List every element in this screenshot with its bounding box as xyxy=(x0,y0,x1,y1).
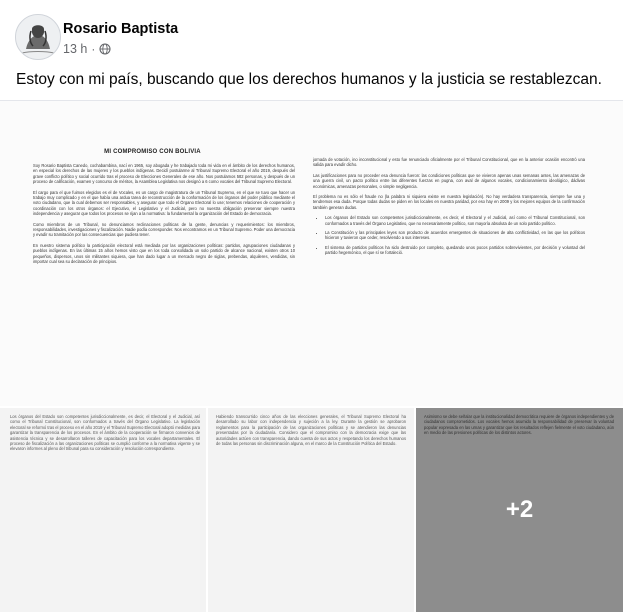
post-timestamp[interactable]: 13 h xyxy=(63,42,88,56)
document-paragraph: jornada de votación, ino inconstitucional y esto fue renunciado oficialmente por el Tribunal Constitucional, que en la anterior ocasión encontró una salida para evadir dicho. xyxy=(313,157,585,168)
post-author[interactable]: Rosario Baptista xyxy=(63,21,179,37)
avatar-illustration-icon xyxy=(16,15,60,59)
list-item: • Los órganos del Estado son competentes jurisdiccionalmente, es decir, el Electoral y el Judicial, así como el Tribunal Constitucional, son conformados a través del Órgano Legislativo, que no necesariamente político, son mayoría absoluta de un solo partido político. xyxy=(325,215,585,226)
post-caption: Estoy con mi país, buscando que los derechos humanos y la justicia se restablezcan. xyxy=(16,71,602,88)
post-meta xyxy=(63,42,111,56)
post-header xyxy=(0,0,623,62)
document-paragraph: El problema no es sólo el fraude no (la palabra ni siquiera existe en nuestra legislación). No hay verdadera transparencia, siempre fue una y tendremos esa duda. Porque todas dudas se piden en los locales en nuestra paridad, por eso hay en 2009 y los mejores equipos de la confirmación también generan dudas. xyxy=(313,194,585,210)
meta-separator: · xyxy=(91,42,96,56)
photo-grid xyxy=(0,100,623,610)
more-photos-count: +2 xyxy=(505,496,534,523)
avatar[interactable] xyxy=(15,14,61,60)
globe-icon[interactable] xyxy=(99,43,111,55)
thumb-text: Asimismo se debe señalar que la institucionalidad democrática requiere de órganos independientes y de ciudadanos comprometidos. Los vocales hemos asumido la responsabilidad de preservar la voluntad popular expresada en las urnas y garantizar que los resultados reflejen fielmente el voto ciudadano, aún en medio de las presiones políticas de los distintos actores. xyxy=(424,414,614,436)
document-paragraph: Las justificaciones para no proceder esa denuncia fueron: las condiciones políticas que se vivieron apenas unas semanas antes, las amenazas de una guerra civil, un pacto político entre las diferentes fuerzas en pugna, con aval de algunos vocales, condicionamiento ideológico, dádivas económicas, amenazas personales, o simple negligencia. xyxy=(313,172,585,189)
document-paragraph: En nuestro sistema político la participación electoral está mediada por las organizaciones políticas: partidos, agrupaciones ciudadanas y pueblos indígenas. En las últimas 15 años hemos visto que en los toda consolidada un solo partido de alcance nacional, existen otros 10 pequeños, dispersos, unos sin militantes siquiera, que han dado lugar a un mercado negro de siglas, prebendas, alquileres, vendidas, sin importar cual sea su declaración de principios. xyxy=(33,242,295,265)
document-paragraph: Soy Rosario Baptista Canedo, cochabambina, nací en 1965, soy abogada y he trabajado toda mi vida en el ámbito de los derechos humanos, en especial los derechos de las mujeres y los pueblos indígenas. Decidí postularme al Tribunal Supremo Electoral el año 2019, después del grave conflicto político y social ocurrido tras el proceso de Elecciones Generales de ese año. Nos postulamos 582 personas, y después de un proceso de calificación, examen y concurso de méritos, la Asamblea Legislativa nos designó a 6 como vocales del Tribunal Supremo Electoral. xyxy=(33,163,295,185)
document-column-left xyxy=(33,163,295,406)
document-list xyxy=(313,215,585,255)
document-photo-thumb-3[interactable] xyxy=(416,406,623,612)
document-paragraph: Como miembros de un Tribunal, no denunciamos reclinaciones políticas de la gente, denuncias y requerimientos: los miembros, responsabilidades, investigaciones y fiscalización. Nadie podía corresponder. Nos encontramos en un Tribunal Supremo. Poder una democracia y evadir su tramitación por las consecuencias que pudiera tener. xyxy=(33,221,295,238)
list-item: • La Constitución y las principales leyes son producto de acuerdos emergentes de situaciones de alta conflictividad, en las que los políticos hicieron y tuvieron que ceder, resolviendo a sus intereses. xyxy=(325,230,585,241)
document-paragraph: El cargo para el que fuimos elegidos es el de Vocales, es un cargo de magistratura de un Tribunal Supremo, en el que se tuvo que hacer un trabajo muy complicado y en el que había una ardua tarea de reconstrucción de la conformación de los órganos del poder público mediante el voto ciudadano, que la cual debemos ser responsables, y asegurar que todo el Órgano Electoral lo use; tenemos relaciones de cooperación y coordinación con los otros órganos: el Ejecutivo, el Legislativo y el Judicial, pero no nuestra obligación preservar siempre nuestra independencia y asegurar que todos los procesos se rijan a la normativa: la fundamental la organización del Estado de democracia. xyxy=(33,189,295,217)
document-photo-thumb-1[interactable] xyxy=(0,406,206,612)
more-photos-overlay[interactable] xyxy=(416,408,623,612)
thumb-text: Los órganos del Estado son competentes jurisdiccionalmente, es decir, el Electoral y el Judicial, así como el Tribunal Constitucional, son conformados a través del Órgano Legislativo. La legislación electoral se reformó tras el proceso en el año 2019 y el Tribunal Supremo Electoral adoptó medidas para garantizar la transparencia de los procesos. En el ámbito de la cooperación se firmaron convenios de asistencia técnica y se desarrollaron talleres de capacitación para los vocales departamentales. El proceso de fiscalización a las organizaciones políticas se cumplió conforme a la normativa vigente y se elevaron informes al pleno del tribunal para su consideración y resolución correspondiente. xyxy=(10,414,200,452)
document-column-right xyxy=(313,157,585,406)
thumb-text: Habiendo transcurrido cinco años de las elecciones generales, el Tribunal Supremo Electoral ha desarrollado su labor con independencia y sujeción a la ley. Durante la gestión se aprobaron reglamentos para la participación de las organizaciones políticas y se atendieron las denuncias presentadas por la ciudadanía. Considero que el compromiso con la democracia exige que las autoridades actúen con transparencia, dando cuenta de sus actos y respetando los derechos humanos de todas las personas sin discriminación alguna, en el marco de la Constitución Política del Estado. xyxy=(216,414,406,447)
document-title: MI COMPROMISO CON BOLIVIA xyxy=(104,149,201,155)
document-photo-thumb-2[interactable] xyxy=(208,406,414,612)
document-photo-main[interactable] xyxy=(0,100,623,406)
list-item: • El sistema de partidos políticos ha sido destruido por completo, quedando unos pocos partidos sobrevivientes, por decisión y voluntad del partido hegemónico, el que sí se fortaleció. xyxy=(325,245,585,256)
